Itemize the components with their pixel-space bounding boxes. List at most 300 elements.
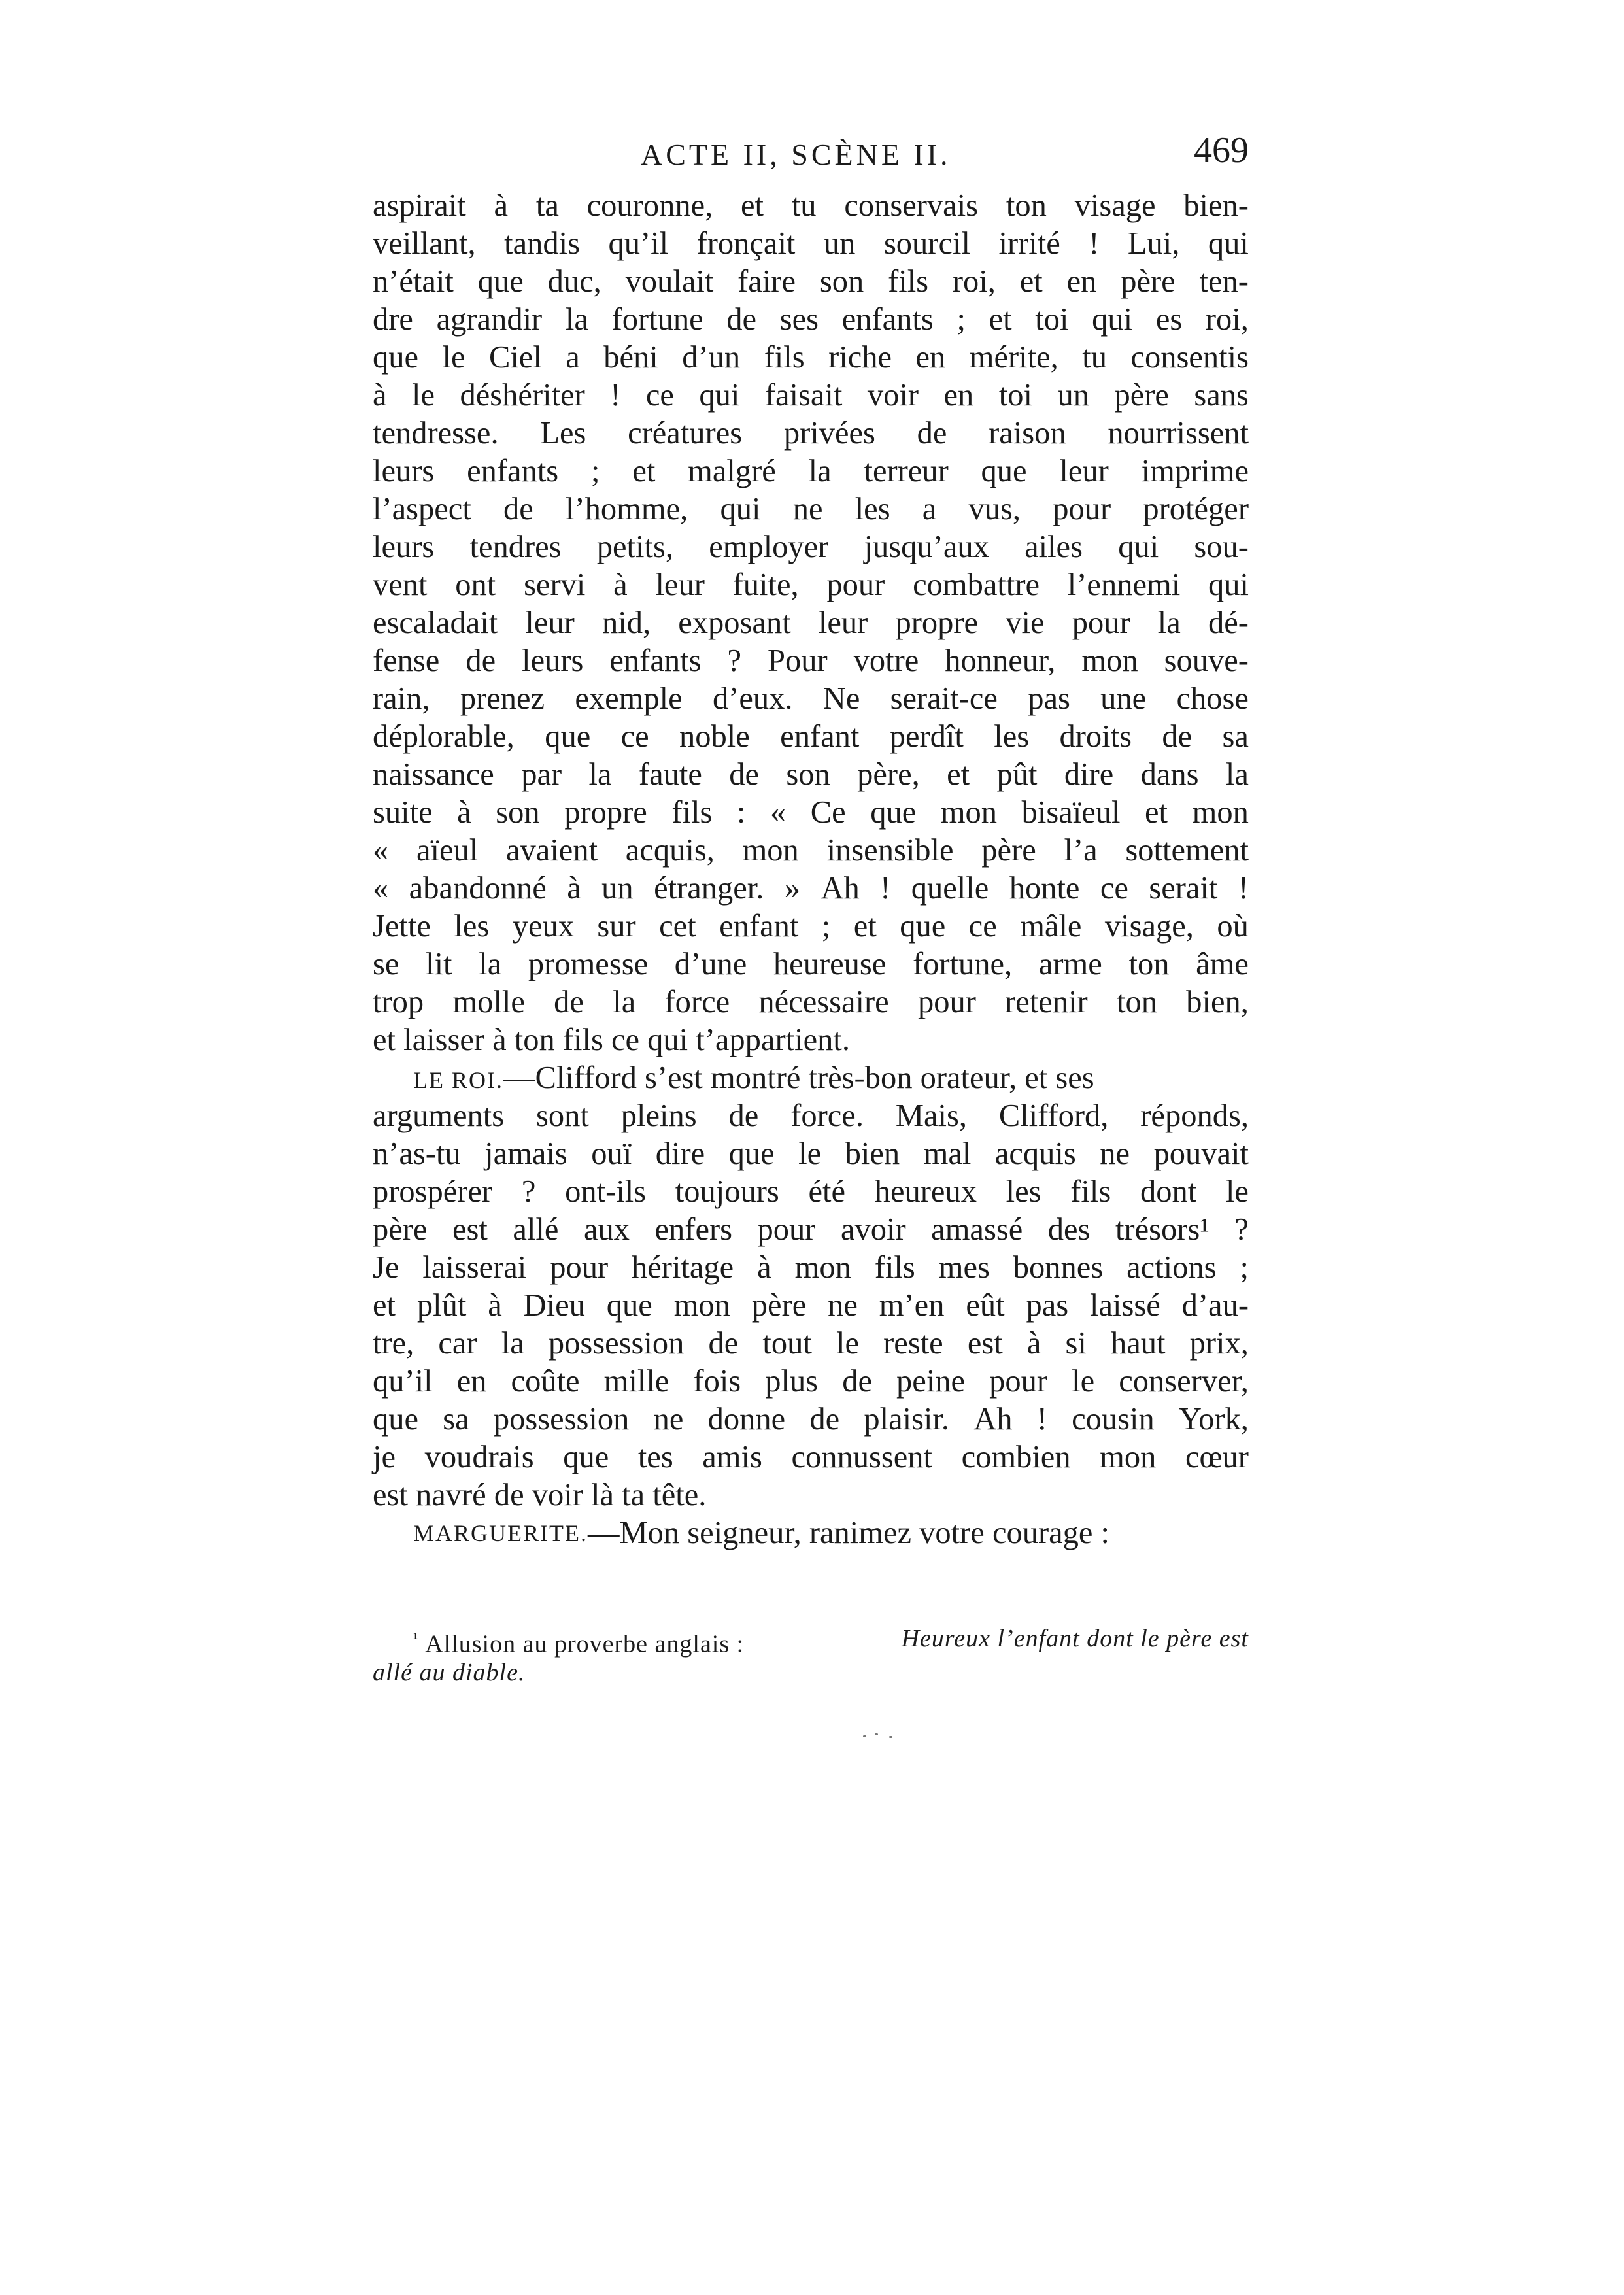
word: cousin (1072, 1402, 1155, 1436)
word: Jette (373, 909, 431, 944)
word: mon (794, 1250, 851, 1285)
word: leurs (373, 454, 435, 488)
word: fronçait (696, 226, 796, 261)
word: fense (373, 643, 440, 678)
word: eût (966, 1288, 1005, 1323)
text-line (373, 225, 1249, 263)
ink-speck-marks (863, 1733, 902, 1738)
word: ne (828, 1288, 858, 1323)
speech-king-opening-inner (413, 1059, 1249, 1097)
word: combien (961, 1440, 1071, 1474)
word: sur (597, 909, 636, 944)
word: dire (1064, 757, 1114, 792)
word: qui (699, 378, 740, 413)
text-line (373, 642, 1249, 680)
text-line (373, 1249, 1249, 1287)
word: qui (1092, 302, 1133, 337)
word: haut (1110, 1326, 1166, 1361)
word: toi (998, 378, 1032, 413)
word: amis (702, 1440, 762, 1474)
word: dans (1140, 757, 1199, 792)
word: ailes (1024, 530, 1083, 564)
footnote-mark: ¹ (413, 1630, 419, 1647)
word: toujours (675, 1174, 779, 1209)
word: bonnes (1013, 1250, 1104, 1285)
word: reste (883, 1326, 943, 1361)
word: Lui, (1127, 226, 1180, 261)
word: de (729, 757, 760, 792)
word: dont (1140, 1174, 1197, 1209)
word: duc, (547, 264, 601, 299)
word: fils (888, 264, 929, 299)
word: ? (1234, 1212, 1249, 1247)
word: honneur, (945, 643, 1056, 678)
word: mal (923, 1136, 972, 1171)
word: vent (373, 568, 428, 602)
word: d’eux. (712, 681, 793, 716)
word: à (567, 871, 581, 906)
word: prenez (460, 681, 545, 716)
footnote-line (373, 1656, 1249, 1690)
text-line (373, 756, 1249, 794)
text-line (373, 794, 1249, 832)
word: tre, (373, 1326, 414, 1361)
word: en (915, 340, 946, 375)
word: employer (709, 530, 829, 564)
word: allé (513, 1212, 559, 1247)
word: déplorable, (373, 719, 515, 754)
word: « (373, 871, 389, 906)
word: tes (637, 1440, 673, 1474)
word: n’as-tu (373, 1136, 461, 1171)
word: fils (671, 795, 713, 830)
word: riche (828, 340, 892, 375)
word: ce (620, 719, 649, 754)
word: bien, (1186, 985, 1249, 1019)
word: ; (591, 454, 600, 488)
word: leurs (522, 643, 584, 678)
word: que (728, 1136, 775, 1171)
word: Mais, (895, 1098, 967, 1133)
text-line: est navré de voir là ta tête. (373, 1478, 707, 1512)
word: aspirait (373, 188, 466, 223)
speech-king-opening (413, 1059, 1249, 1097)
word: pleins (620, 1098, 697, 1133)
word: retenir (1005, 985, 1088, 1019)
word: la (501, 1326, 524, 1361)
word: imprime (1141, 454, 1249, 488)
word: tendres (469, 530, 562, 564)
footnote-italic-continued: allé au diable. (373, 1659, 526, 1686)
text-line (373, 1438, 1249, 1476)
word: perdît (889, 719, 964, 754)
text-line (373, 1097, 1249, 1135)
word: le (1072, 1364, 1095, 1399)
word: fortune (611, 302, 703, 337)
word: raison (989, 416, 1066, 450)
word: ce (645, 378, 674, 413)
word: m’en (879, 1288, 945, 1323)
word: les (454, 909, 490, 944)
word: mon (673, 1288, 730, 1323)
word: que (373, 1402, 419, 1436)
word: voulait (625, 264, 714, 299)
word: trésors¹ (1115, 1212, 1210, 1247)
word: la (613, 985, 636, 1019)
word: d’une (674, 947, 747, 981)
word: le (412, 378, 435, 413)
word: plaisir. (864, 1402, 950, 1436)
word: a (922, 492, 937, 526)
word: réponds, (1140, 1098, 1249, 1133)
word: pour (989, 1364, 1048, 1399)
word: je (373, 1440, 396, 1474)
word: pour (917, 985, 976, 1019)
word: et (373, 1288, 396, 1323)
speech-king-first-text: —Clifford s’est montré très-bon orateur, et ses (503, 1061, 1094, 1095)
word: le (1225, 1174, 1249, 1209)
word: la (1157, 605, 1181, 640)
word: et (1145, 795, 1168, 830)
word: que (900, 909, 946, 944)
word: Clifford, (998, 1098, 1109, 1133)
word: mérite, (969, 340, 1058, 375)
word: d’un (682, 340, 741, 375)
word: mon (940, 795, 998, 830)
word: à (488, 1288, 502, 1323)
text-line (373, 983, 1249, 1021)
word: fois (693, 1364, 741, 1399)
word: ! (1238, 871, 1249, 906)
word: ta (535, 188, 559, 223)
speaker-king (413, 1059, 1094, 1097)
word: et (1019, 264, 1043, 299)
word: tendresse. (373, 416, 499, 450)
word: que (477, 264, 524, 299)
word: une (1100, 681, 1147, 716)
word: voir (867, 378, 919, 413)
word: et (632, 454, 656, 488)
word: irrité (998, 226, 1060, 261)
paragraph-clifford (373, 187, 1249, 1059)
word: bien- (1183, 188, 1249, 223)
ink-speck (875, 1733, 878, 1735)
word: cœur (1185, 1440, 1249, 1474)
word: plus (765, 1364, 819, 1399)
word: dé- (1208, 605, 1249, 640)
word: que (373, 340, 419, 375)
word: mon (1081, 643, 1138, 678)
word: la (479, 947, 502, 981)
word: consentis (1130, 340, 1249, 375)
word: sa (1222, 719, 1249, 754)
word: York, (1178, 1402, 1249, 1436)
word: voudrais (424, 1440, 534, 1474)
speech-marguerite (373, 1514, 1249, 1552)
word: enfers (654, 1212, 733, 1247)
word: où (1217, 909, 1249, 944)
word: sou- (1194, 530, 1249, 564)
word: avoir (840, 1212, 906, 1247)
word: que (981, 454, 1027, 488)
word: prospérer (373, 1174, 493, 1209)
word: exemple (575, 681, 683, 716)
word: couronne, (586, 188, 713, 223)
word: mes (938, 1250, 990, 1285)
word: ne (1100, 1136, 1130, 1171)
word: avaient (506, 833, 598, 868)
word: jamais (484, 1136, 567, 1171)
word: nid, (601, 605, 651, 640)
word: enfants (841, 302, 934, 337)
word: terreur (864, 454, 949, 488)
word: ne (792, 492, 823, 526)
word: conservais (844, 188, 979, 223)
word: enfant (719, 909, 799, 944)
word: combattre (913, 568, 1040, 602)
word: tout (762, 1326, 812, 1361)
word: fortune, (912, 947, 1013, 981)
word: de (554, 985, 584, 1019)
word: pour (1072, 605, 1130, 640)
word: aux (583, 1212, 630, 1247)
word: père (1114, 378, 1169, 413)
word: pût (996, 757, 1038, 792)
word: nécessaire (758, 985, 889, 1019)
word: père, (857, 757, 920, 792)
word: privées (783, 416, 875, 450)
word: connussent (791, 1440, 932, 1474)
word: roi, (1205, 302, 1249, 337)
word: « (373, 833, 389, 868)
word: bisaïeul (1021, 795, 1121, 830)
word: ton (1116, 985, 1157, 1019)
text-line (373, 908, 1249, 945)
word: Je (373, 1250, 399, 1285)
word: créatures (628, 416, 743, 450)
word: ont (455, 568, 496, 602)
word: insensible (826, 833, 954, 868)
word: laisserai (422, 1250, 527, 1285)
footnote-line (373, 1622, 1249, 1656)
word: d’au- (1181, 1288, 1249, 1323)
word: toi (1035, 302, 1069, 337)
word: ouï (591, 1136, 632, 1171)
word: un (1057, 378, 1089, 413)
word: veillant, (373, 226, 476, 261)
word: de (503, 492, 533, 526)
word: tandis (504, 226, 580, 261)
text-line (373, 528, 1249, 566)
word: ? (521, 1174, 536, 1209)
ink-speck (889, 1736, 892, 1738)
word: mille (603, 1364, 669, 1399)
word: enfants (467, 454, 559, 488)
word: honte (1009, 871, 1080, 906)
word: prix, (1189, 1326, 1249, 1361)
word: l’a (1064, 833, 1098, 868)
word: exposant (678, 605, 791, 640)
word: pour (550, 1250, 609, 1285)
word: leur (655, 568, 705, 602)
text-line (373, 1401, 1249, 1438)
word: père (1121, 264, 1176, 299)
word: de (465, 643, 496, 678)
word: qui (1208, 226, 1249, 261)
text-line (373, 604, 1249, 642)
word: donne (707, 1402, 786, 1436)
word: père (981, 833, 1036, 868)
word: dire (655, 1136, 705, 1171)
word: fils (874, 1250, 915, 1285)
word: visage, (1104, 909, 1194, 944)
word: et (741, 188, 764, 223)
word: l’aspect (373, 492, 471, 526)
word: laissé (1090, 1288, 1160, 1323)
word: nourrissent (1108, 416, 1249, 450)
word: malgré (688, 454, 776, 488)
text-line (373, 301, 1249, 339)
word: faute (638, 757, 702, 792)
text-line (373, 718, 1249, 756)
word: si (1065, 1326, 1087, 1361)
word: coûte (511, 1364, 580, 1399)
word: Ne (822, 681, 860, 716)
word: possession (548, 1326, 685, 1361)
word: force. (790, 1098, 864, 1133)
word: arguments (373, 1098, 505, 1133)
word: ont-ils (565, 1174, 647, 1209)
word: Ciel (488, 340, 542, 375)
word: ! (1036, 1402, 1047, 1436)
word: Ce (810, 795, 846, 830)
word: promesse (528, 947, 649, 981)
word: la (588, 757, 612, 792)
word: ce (968, 909, 997, 944)
word: ce (1100, 871, 1128, 906)
word: Pour (768, 643, 828, 678)
word: chose (1176, 681, 1249, 716)
word: ? (727, 643, 741, 678)
text-line (373, 339, 1249, 377)
word: enfant (780, 719, 860, 754)
word: tu (1082, 340, 1107, 375)
word: leur (1059, 454, 1109, 488)
text-line (373, 263, 1249, 301)
word: possession (493, 1402, 630, 1436)
footnote (373, 1622, 1249, 1690)
word: peine (896, 1364, 966, 1399)
word: petits, (596, 530, 673, 564)
word: à (613, 568, 628, 602)
word: la (1225, 757, 1249, 792)
speaker-label: LE ROI. (413, 1067, 503, 1093)
word: Ah (820, 871, 860, 906)
word: heureuse (773, 947, 887, 981)
text-line (373, 680, 1249, 718)
word: propre (564, 795, 647, 830)
word: amassé (931, 1212, 1023, 1247)
word: Dieu (523, 1288, 585, 1323)
word: pouvait (1153, 1136, 1249, 1171)
word: un (601, 871, 634, 906)
word: servi (524, 568, 586, 602)
word: de (842, 1364, 872, 1399)
word: roi, (952, 264, 996, 299)
word: se (373, 947, 399, 981)
word: béni (603, 340, 658, 375)
word: « (770, 795, 787, 830)
word: de (728, 1098, 759, 1133)
footnote-lead-group (413, 1622, 744, 1656)
word: de (917, 416, 947, 450)
word: bien (845, 1136, 900, 1171)
word: le (442, 340, 465, 375)
word: déshériter (460, 378, 585, 413)
word: et (947, 757, 970, 792)
page-number: 469 (1194, 130, 1249, 171)
word: héritage (632, 1250, 734, 1285)
word: ! (880, 871, 891, 906)
word: abandonné (409, 871, 547, 906)
word: visage (1074, 188, 1156, 223)
word: mon (1100, 1440, 1157, 1474)
word: leur (525, 605, 575, 640)
word: des (1047, 1212, 1091, 1247)
word: mon (1192, 795, 1249, 830)
word: son (786, 757, 830, 792)
word: car (438, 1326, 477, 1361)
word: à (373, 378, 387, 413)
word: qui (1118, 530, 1159, 564)
word: les (854, 492, 890, 526)
word: ses (779, 302, 819, 337)
text-line (373, 832, 1249, 870)
word: que (563, 1440, 609, 1474)
word: rain, (373, 681, 430, 716)
word: Ah (973, 1402, 1013, 1436)
text-line (373, 1135, 1249, 1173)
running-title: ACTE II, SCÈNE II. (641, 138, 951, 171)
word: actions (1126, 1250, 1217, 1285)
word: sa (443, 1402, 469, 1436)
word: ten- (1199, 264, 1249, 299)
word: leurs (373, 530, 435, 564)
word: de (726, 302, 757, 337)
word: ; (956, 302, 966, 337)
word: de (1162, 719, 1193, 754)
word: pour (1053, 492, 1111, 526)
word: sont (536, 1098, 589, 1133)
word: lit (426, 947, 452, 981)
word: en (943, 378, 974, 413)
word: étranger. (654, 871, 764, 906)
word: que (870, 795, 917, 830)
word: par (521, 757, 562, 792)
text-line (373, 1325, 1249, 1363)
word: Les (540, 416, 586, 450)
speech-king (373, 1097, 1249, 1514)
word: et (853, 909, 877, 944)
word: à (457, 795, 471, 830)
word: tu (791, 188, 817, 223)
word: escaladait (373, 605, 498, 640)
word: un (823, 226, 856, 261)
text-line (373, 415, 1249, 452)
word: la (565, 302, 588, 337)
word: à (1026, 1326, 1041, 1361)
word: quelle (911, 871, 989, 906)
